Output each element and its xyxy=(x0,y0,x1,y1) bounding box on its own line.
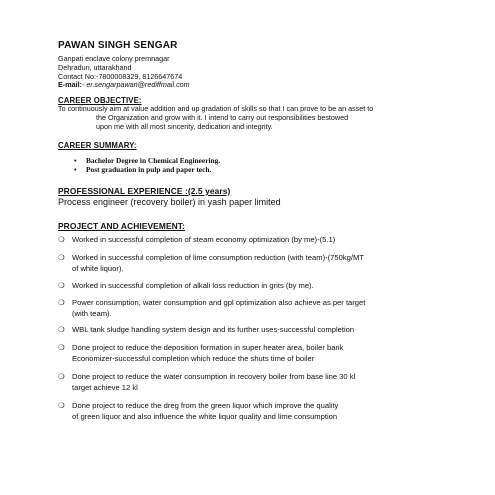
project-line: Done project to reduce the deposition formation in super heater area, boiler bank xyxy=(72,343,344,352)
summary-text: Post graduation in pulp and paper tech. xyxy=(86,165,212,174)
professional-experience-heading: PROFESSIONAL EXPERIENCE :(2.5 years) xyxy=(58,186,231,196)
email-line xyxy=(58,80,190,89)
email-address: - er.sengarpawan@rediffmail.com xyxy=(81,80,190,89)
project-line: Power consumption, water consumption and gpl optimization also achieve as per target xyxy=(72,298,366,307)
objective-line-2: the Organization and grow with it. I intend to carry out responsibilities bestowed xyxy=(96,113,349,122)
star-bullet-icon: ❍ xyxy=(58,325,65,334)
star-bullet-icon: ❍ xyxy=(58,281,65,290)
project-line: Worked in successful completion of lime consumption reduction (with team)-(750kg/MT xyxy=(72,253,364,262)
star-bullet-icon: ❍ xyxy=(58,253,65,262)
email-label: E-mail: xyxy=(58,80,82,89)
project-line: Worked in successful completion of alkali loss reduction in grits (by me). xyxy=(72,281,314,290)
summary-item xyxy=(74,165,211,174)
project-line: of green liquor and also influence the white liquor quality and lime consumption xyxy=(72,412,338,421)
objective-line-1: To continuously aim at value addition and up gradation of skills so that I can prove to be an asset to xyxy=(58,104,374,113)
career-summary-heading: CAREER SUMMARY: xyxy=(58,141,137,150)
professional-experience-detail: Process engineer (recovery boiler) in yash paper limited xyxy=(58,197,281,207)
project-line: Done project to reduce the dreg from the green liquor which improve the quality xyxy=(72,401,339,410)
star-bullet-icon: ❍ xyxy=(58,372,65,381)
address-line-1: Ganpati enclave colony premnagar xyxy=(58,54,170,63)
project-line: (with team). xyxy=(72,309,112,318)
summary-item xyxy=(74,156,220,165)
address-line-2: Dehradun, uttarakhand xyxy=(58,63,132,72)
candidate-name: PAWAN SINGH SENGAR xyxy=(58,40,178,51)
project-line: Done project to reduce the water consumption in recovery boiler from base line 30 kl xyxy=(72,372,356,381)
bullet-dot-icon: • xyxy=(74,156,77,165)
project-line: Worked in successful completion of steam economy optimization (by me)-(5.1) xyxy=(72,235,336,244)
project-line: of white liquor). xyxy=(72,264,124,273)
objective-line-3: upon me with all most sincerity, dedication and integrity. xyxy=(96,122,273,131)
bullet-dot-icon: • xyxy=(74,165,77,174)
summary-text: Bachelor Degree in Chemical Engineering. xyxy=(86,156,221,165)
career-objective-heading: CAREER OBJECTIVE: xyxy=(58,96,142,105)
projects-heading: PROJECT AND ACHIEVEMENT: xyxy=(58,221,185,231)
star-bullet-icon: ❍ xyxy=(58,298,65,307)
project-line: Economizer-successful completion which reduce the shuts time of boiler xyxy=(72,354,315,363)
star-bullet-icon: ❍ xyxy=(58,401,65,410)
star-bullet-icon: ❍ xyxy=(58,235,65,244)
star-bullet-icon: ❍ xyxy=(58,343,65,352)
project-line: WBL tank sludge handling system design and its further uses-successful completion xyxy=(72,325,355,334)
contact-numbers: Contact No:-7800008329, 8126647674 xyxy=(58,72,183,81)
project-line: target achieve 12 kl xyxy=(72,383,138,392)
